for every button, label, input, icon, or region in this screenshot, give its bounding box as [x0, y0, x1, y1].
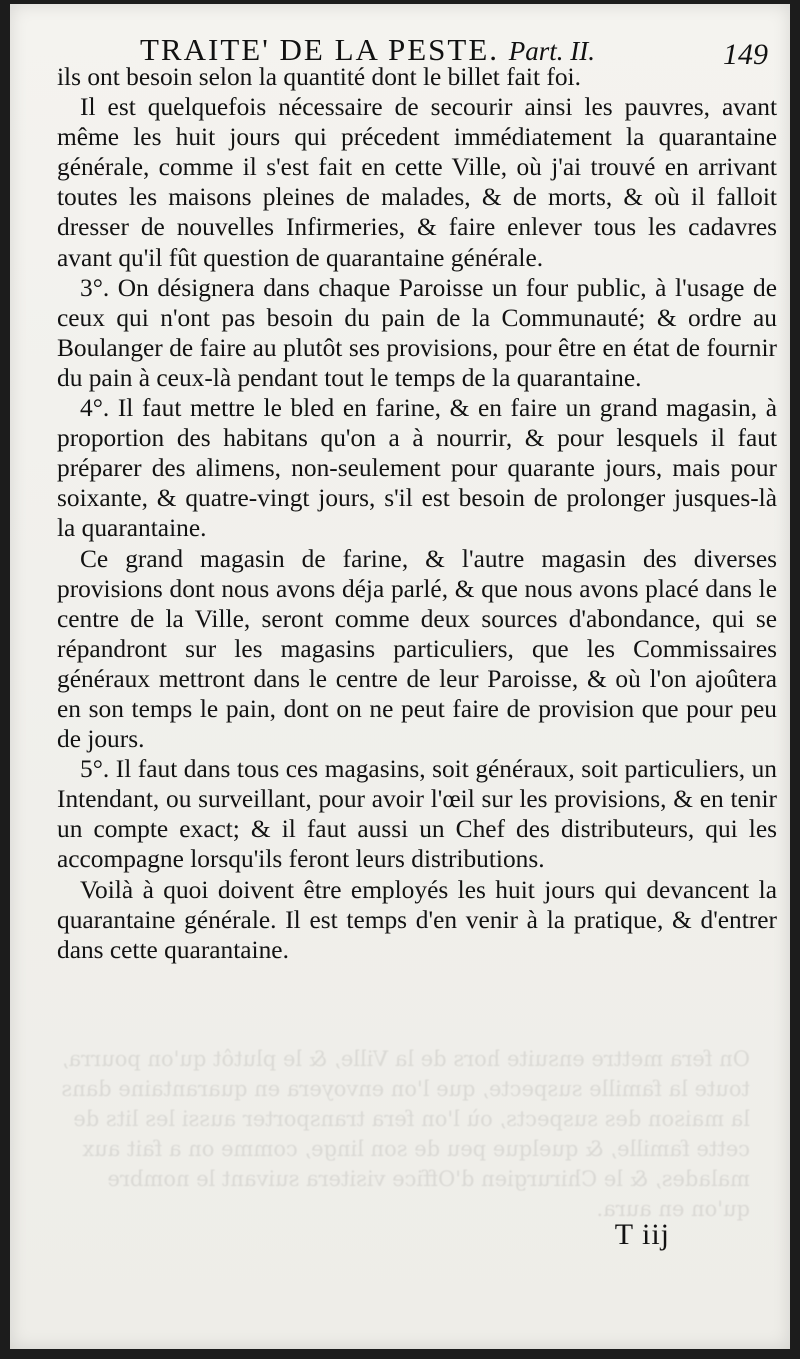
- paragraph: 4°. Il faut mettre le bled en farine, & en faire un grand magasin, à proportion des habitans qu'on a à nourrir, & pour lesquels il faut préparer des alimens, non-seulement pour quarante jours, mais pour soixante, & quatre-vingt jours, s'il est besoin de prolonger jusques-là la quarantaine.: [57, 394, 777, 543]
- paragraph: 3°. On désignera dans chaque Paroisse un four public, à l'usage de ceux qui n'ont pas besoin du pain de la Communauté; & ordre au Boulanger de faire au plutôt ses provisions, pour être en état de fournir du pain à ceux-là pendant tout le temps de la quarantaine.: [57, 273, 777, 392]
- bleed-through-text: On fera mettre ensuite hors de la Ville, & le plutôt qu'on pourra, toute la famille suspecte, que l'on envoyera en quarantaine dans la maison des suspects, où l'on fera transporter aussi les lits de cette famille, & quelque peu de son linge, comme on a fait aux malades, & le Chirurgien d'Office visitera suivant le nombre qu'on en aura.: [61, 1047, 750, 1221]
- paragraph: Il est quelquefois nécessaire de secourir ainsi les pauvres, avant même les huit jours qui précedent immédiatement la quarantaine générale, comme il s'est fait en cette Ville, où j'ai trouvé en arrivant toutes les maisons pleines de malades, & de morts, & où il falloit dresser de nouvelles Infirmeries, & faire enlever tous les cadavres avant qu'il fût question de quarantaine générale.: [57, 93, 777, 272]
- body-text: [57, 62, 777, 965]
- signature-mark: T iij: [614, 1218, 670, 1251]
- paragraph: Ce grand magasin de farine, & l'autre magasin des diverses provisions dont nous avons déja parlé, & que nous avons placé dans le centre de la Ville, seront comme deux sources d'abondance, qui se répandront sur les magasins particuliers, que les Commissaires généraux mettront dans le centre de leur Paroisse, & où l'on ajoûtera en son temps le pain, dont on ne peut faire de provision que pour peu de jours.: [57, 544, 777, 754]
- paragraph: 5°. Il faut dans tous ces magasins, soit généraux, soit particuliers, un Intendant, ou surveillant, pour avoir l'œil sur les provisions, & en tenir un compte exact; & il faut aussi un Chef des distributeurs, qui les accompagne lorsqu'ils feront leurs distributions.: [57, 755, 777, 874]
- running-title-part: Part. II.: [508, 36, 595, 66]
- page-number: 149: [723, 38, 768, 71]
- book-page: [10, 4, 790, 1349]
- paragraph: Voilà à quoi doivent être employés les huit jours qui devancent la quarantaine générale. Il est temps d'en venir à la pratique, & d'entrer dans cette quarantaine.: [57, 875, 777, 964]
- running-title-text: TRAITE' DE LA PESTE.: [140, 32, 500, 67]
- paragraph: ils ont besoin selon la quantité dont le billet fait foi.: [57, 63, 581, 91]
